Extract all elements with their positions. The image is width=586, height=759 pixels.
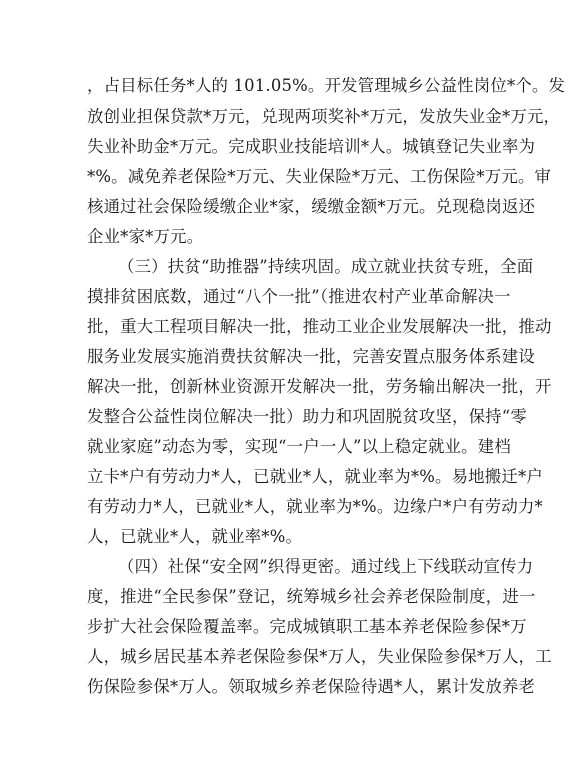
section-heading-line: （四）社保“安全网”织得更密。通过线上下线联动宣传力 (118, 557, 534, 576)
paragraph-line: *%。减免养老保险*万元、失业保险*万元、工伤保险*万元。审 (87, 167, 552, 186)
paragraph-line: 人，已就业*人，就业率*%。 (87, 527, 303, 546)
section-heading-line: （三）扶贫“助推器”持续巩固。成立就业扶贫专班，全面 (118, 257, 534, 276)
paragraph-line: 度，推进“全民参保”登记，统筹城乡社会养老保险制度，进一 (87, 587, 536, 606)
paragraph-line: 有劳动力*人，已就业*人，就业率为*%。边缘户*户有劳动力* (87, 497, 543, 516)
paragraph-line: 失业补助金*万元。完成职业技能培训*人。城镇登记失业率为 (87, 137, 536, 156)
paragraph-line: 核通过社会保险缓缴企业*家，缓缴金额*万元。兑现稳岗返还 (87, 197, 536, 216)
paragraph-line: 解决一批，创新林业资源开发解决一批，劳务输出解决一批，开 (87, 377, 552, 396)
paragraph-line: 立卡*户有劳动力*人，已就业*人，就业率为*%。易地搬迁*户 (87, 467, 543, 486)
paragraph-line: 放创业担保贷款*万元，兑现两项奖补*万元，发放失业金*万元， (87, 107, 561, 126)
paragraph-line: 企业*家*万元。 (87, 227, 204, 246)
paragraph-line: 发整合公益性岗位解决一批）助力和巩固脱贫攻坚，保持“零 (87, 407, 527, 426)
paragraph-line: 就业家庭”动态为零，实现“一户一人”以上稳定就业。建档 (87, 437, 511, 456)
paragraph-line: 人，城乡居民基本养老保险参保*万人，失业保险参保*万人，工 (87, 647, 552, 666)
paragraph-line: 服务业发展实施消费扶贫解决一批，完善安置点服务体系建设 (87, 347, 535, 366)
paragraph-line: 摸排贫困底数，通过“八个一批”（推进农村产业革命解决一 (87, 287, 511, 306)
paragraph-line: ，占目标任务*人的 101.05%。开发管理城乡公益性岗位*个。发 (87, 76, 566, 95)
paragraph-line: 批，重大工程项目解决一批，推动工业企业发展解决一批，推动 (87, 317, 552, 336)
paragraph-line: 步扩大社会保险覆盖率。完成城镇职工基本养老保险参保*万 (87, 617, 527, 636)
paragraph-line: 伤保险参保*万人。领取城乡养老保险待遇*人，累计发放养老 (87, 677, 536, 696)
